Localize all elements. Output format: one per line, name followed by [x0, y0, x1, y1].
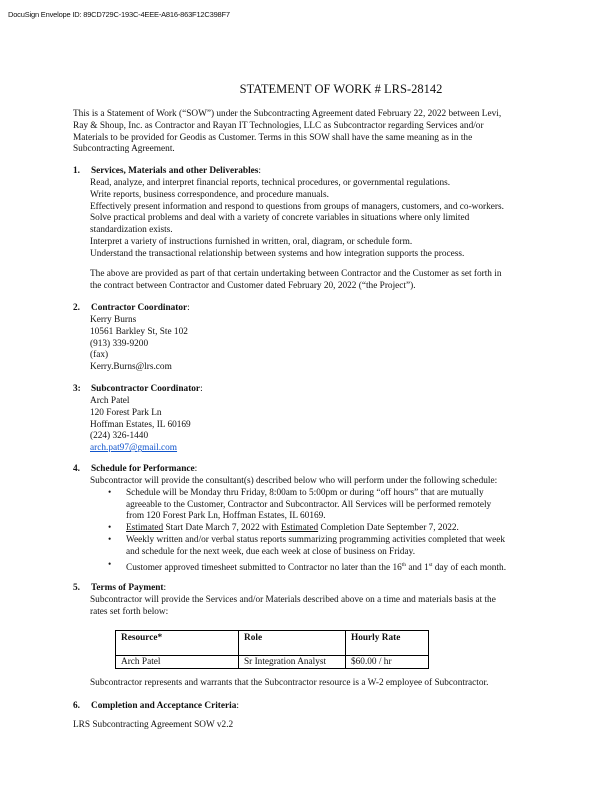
deliverable-item: Understand the transactional relationship between systems and how integration supports the process. [90, 248, 465, 259]
section-number: 5. [73, 583, 80, 593]
intro-line: Materials to be provided for Geodis as Customer. Terms in this SOW shall have the same meaning as in the [73, 132, 473, 143]
deliverable-item: Effectively present information and respond to questions from groups of managers, customers, and co-workers. [90, 201, 504, 212]
rates-table [115, 630, 429, 669]
schedule-section [90, 476, 506, 574]
section-heading: Subcontractor Coordinator [91, 384, 201, 394]
table-row [116, 656, 429, 669]
section-number: 4. [73, 464, 80, 474]
colon: : [236, 701, 239, 711]
role-cell: Sr Integration Analyst [239, 656, 346, 669]
section-heading: Terms of Payment [91, 583, 164, 593]
subcontractor-coordinator-details [90, 396, 191, 455]
coordinator-name: Arch Patel [90, 396, 130, 406]
coordinator-city: Hoffman Estates, IL 60169 [90, 419, 191, 430]
section-heading: Completion and Acceptance Criteria [91, 701, 237, 711]
coordinator-email-link[interactable]: arch.pat97@gmail.com [90, 443, 178, 454]
coordinator-phone: (224) 326-1440 [90, 431, 149, 442]
section-5-heading [73, 583, 166, 595]
section-number: 1. [73, 166, 80, 176]
section-3-heading [73, 384, 203, 396]
w2-note: Subcontractor represents and warrants that the Subcontractor resource is a W-2 employee of Subcontractor. [90, 678, 489, 688]
coordinator-email: Kerry.Burns@lrs.com [90, 362, 172, 373]
payment-paragraph [90, 595, 496, 619]
deliverables-list [90, 178, 504, 261]
bullet-line: from 120 Forest Park Ln, Hoffman Estates, IL 60169. [126, 511, 326, 522]
bullet-item [90, 523, 506, 535]
bullet-text: Start Date March 7, 2022 with [163, 523, 281, 534]
section-number: 3: [73, 384, 81, 394]
underlined-text: Estimated [280, 523, 319, 534]
deliverable-item: Read, analyze, and interpret financial reports, technical procedures, or governmental regulations. [90, 178, 451, 188]
colon: : [200, 384, 203, 394]
bullet-icon: • [108, 534, 112, 545]
column-header: Role [239, 631, 346, 656]
schedule-intro: Subcontractor will provide the consultant(s) described below who will perform under the following schedule: [90, 476, 498, 486]
project-paragraph [90, 269, 502, 293]
intro-line: Ray & Shoup, Inc. as Contractor and Rayan IT Technologies, LLC as Subcontractor regarding Services and/or [73, 120, 484, 131]
coordinator-address: 120 Forest Park Ln [90, 407, 162, 418]
coordinator-phone: (913) 339-9200 [90, 338, 149, 349]
deliverable-item: Write reports, business correspondence, and procedure manuals. [90, 189, 329, 200]
page-footer: LRS Subcontracting Agreement SOW v2.2 [73, 720, 234, 730]
superscript: th [401, 561, 407, 568]
section-1-heading [73, 166, 261, 178]
bullet-icon: • [108, 559, 112, 570]
page-title: STATEMENT OF WORK # LRS-28142 [239, 82, 443, 96]
coordinator-address: 10561 Barkley St, Ste 102 [90, 326, 188, 337]
coordinator-name: Kerry Burns [90, 315, 137, 325]
column-header: Hourly Rate [346, 631, 429, 656]
paragraph-line: rates set forth below: [90, 606, 169, 617]
underlined-text: Estimated [126, 523, 164, 534]
rate-cell: $60.00 / hr [346, 656, 429, 669]
colon: : [163, 583, 167, 593]
bullet-line: Schedule will be Monday thru Friday, 8:00am to 5:00pm or during “off hours” that are mutually [126, 487, 484, 498]
intro-line: This is a Statement of Work (“SOW”) under the Subcontracting Agreement dated February 22, 2022 between Levi, [73, 109, 502, 119]
bullet-line: and schedule for the next week, due each week at close of business on Friday. [126, 546, 416, 557]
bullet-item [90, 535, 506, 559]
table-header-row [116, 631, 429, 656]
superscript: st [428, 561, 433, 568]
bullet-line: Weekly written and/or verbal status reports summarizing programming activities completed that week [126, 534, 506, 545]
colon: : [258, 166, 261, 176]
bullet-text: day of each month. [432, 562, 507, 573]
section-number: 6. [73, 701, 80, 711]
colon: : [187, 303, 190, 313]
deliverable-item: Solve practical problems and deal with a variety of concrete variables in situations where only limited [90, 213, 470, 224]
intro-line: Subcontracting Agreement. [73, 144, 175, 155]
bullet-item [90, 560, 506, 575]
intro-paragraph [73, 109, 501, 156]
paragraph-line: Subcontractor will provide the Services and/or Materials described above on a time and materials basis at the [90, 595, 496, 605]
column-header: Resource* [116, 631, 239, 656]
resource-cell: Arch Patel [116, 656, 239, 669]
section-4-heading [73, 464, 197, 476]
colon: : [194, 464, 198, 474]
contractor-coordinator-details [90, 315, 188, 374]
section-heading: Contractor Coordinator [91, 303, 188, 313]
coordinator-fax: (fax) [90, 350, 109, 361]
deliverable-item: Interpret a variety of instructions furnished in written, oral, diagram, or schedule form. [90, 236, 413, 247]
section-heading: Schedule for Performance [91, 464, 195, 474]
bullet-icon: • [108, 523, 112, 534]
section-2-heading [73, 303, 190, 315]
envelope-id: DocuSign Envelope ID: 89CD729C-193C-4EEE-A816-863F12C398F7 [8, 10, 230, 19]
paragraph-line: the contract between Contractor and Customer dated February 20, 2022 (“the Project”). [90, 280, 416, 291]
bullet-text: Customer approved timesheet submitted to Contractor no later than the 16 [126, 562, 402, 573]
paragraph-line: The above are provided as part of that certain undertaking between Contractor and the Customer as set forth in [90, 269, 502, 279]
bullet-text: and 1 [406, 562, 429, 573]
bullet-text: Completion Date September 7, 2022. [318, 523, 459, 534]
section-6-heading [73, 701, 239, 713]
bullet-line: agreeable to the Customer, Contractor and Subcontractor. All Services will be performed remotely [126, 499, 492, 510]
bullet-item [90, 488, 506, 523]
bullet-icon: • [108, 487, 112, 498]
section-heading: Services, Materials and other Deliverables [91, 166, 259, 176]
section-number: 2. [73, 303, 80, 313]
deliverable-item: standardization exists. [90, 225, 173, 236]
